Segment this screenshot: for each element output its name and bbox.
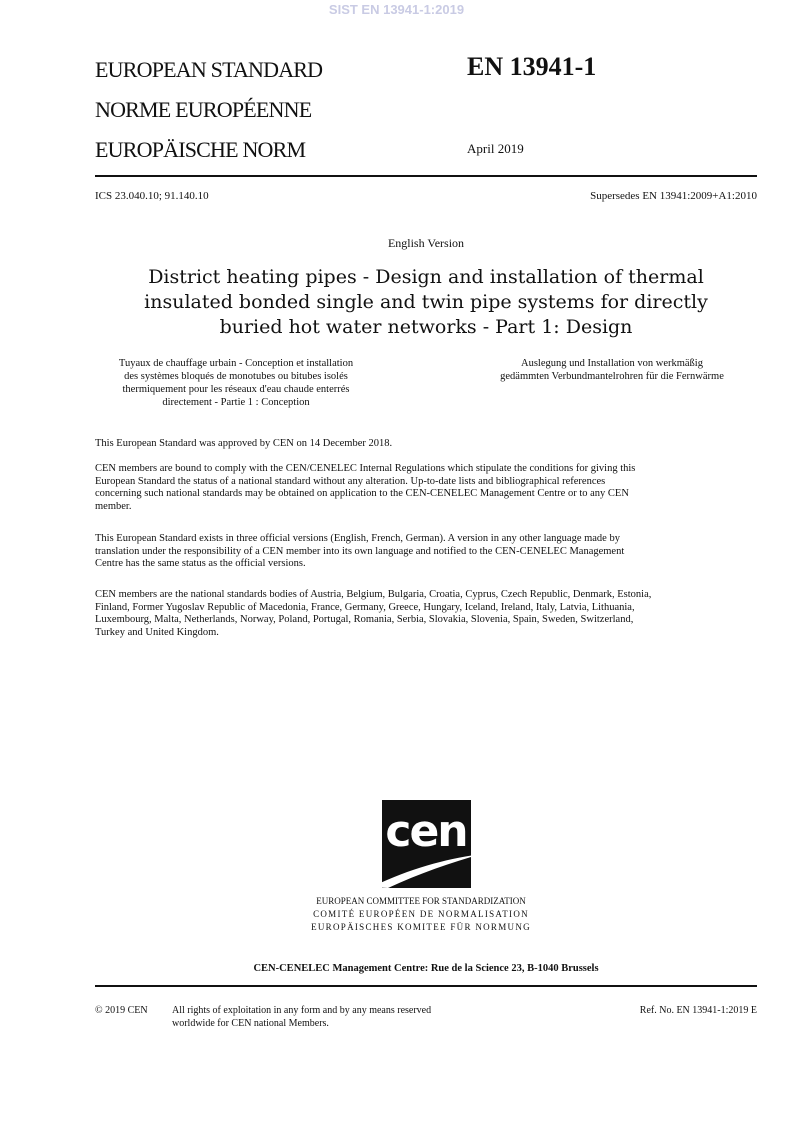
rights-line: All rights of exploitation in any form and by any means reserved — [172, 1005, 432, 1016]
paragraph-line: translation under the responsibility of a CEN member into its own language and notified to the CEN-CENELEC Management — [95, 545, 625, 557]
committee-name-german: EUROPÄISCHES KOMITEE FÜR NORMUNG — [311, 922, 531, 932]
rights-notice — [172, 1004, 431, 1030]
german-title-line: gedämmten Verbundmantelrohren für die Fernwärme — [500, 371, 724, 382]
german-title — [462, 357, 762, 383]
title-line: buried hot water networks - Part 1: Design — [219, 316, 633, 338]
copyright-notice: © 2019 CEN — [95, 1005, 148, 1016]
paragraph-line: concerning such national standards may be obtained on application to the CEN-CENELEC Management Centre or to any CEN — [95, 488, 629, 499]
standard-name-german: EUROPÄISCHE NORM — [95, 137, 306, 162]
french-title-line: directement - Partie 1 : Conception — [162, 397, 310, 408]
paragraph-line: European Standard the status of a national standard without any alteration. Up-to-date lists and bibliographical references — [95, 475, 606, 487]
paragraph-line: Finland, Former Yugoslav Republic of Macedonia, France, Germany, Greece, Hungary, Iceland, Ireland, Italy, Latvia, Lithuania, — [95, 601, 635, 613]
committee-names — [240, 895, 602, 934]
versions-paragraph — [95, 533, 759, 571]
german-title-line: Auslegung und Installation von werkmäßig — [521, 358, 703, 369]
french-title-line: thermiquement pour les réseaux d'eau chaude enterrés — [122, 384, 350, 395]
french-title-line: Tuyaux de chauffage urbain - Conception et installation — [118, 358, 354, 369]
title-line: District heating pipes - Design and installation of thermal — [148, 266, 704, 288]
paragraph-line: CEN members are bound to comply with the CEN/CENELEC Internal Regulations which stipulate the conditions for giving this — [95, 463, 636, 474]
french-title-line: des systèmes bloqués de monotubes ou bitubes isolés — [124, 371, 348, 382]
header-divider — [95, 175, 757, 177]
publication-date: April 2019 — [467, 141, 524, 156]
standard-number: EN 13941-1 — [467, 52, 597, 81]
paragraph-line: Turkey and United Kingdom. — [95, 626, 219, 638]
paragraph-line: member. — [95, 500, 132, 512]
management-centre-address: CEN-CENELEC Management Centre: Rue de la Science 23, B-1040 Brussels — [253, 963, 599, 974]
rights-line: worldwide for CEN national Members. — [172, 1018, 329, 1029]
cen-logo-icon — [370, 800, 485, 890]
standard-name-french: NORME EUROPÉENNE — [95, 97, 312, 122]
paragraph-line: Centre has the same status as the official versions. — [95, 558, 306, 569]
standard-name-english: EUROPEAN STANDARD — [95, 57, 323, 82]
supersedes-note: Supersedes EN 13941:2009+A1:2010 — [590, 190, 757, 202]
ics-code: ICS 23.040.10; 91.140.10 — [95, 190, 209, 202]
reference-number: Ref. No. EN 13941-1:2019 E — [639, 1005, 757, 1016]
approval-text: This European Standard was approved by CEN on 14 December 2018. — [95, 438, 393, 449]
footer-divider — [95, 985, 757, 987]
cen-logo-text: cen — [385, 806, 467, 857]
french-title — [86, 357, 386, 409]
paragraph-line: Luxembourg, Malta, Netherlands, Norway, Poland, Portugal, Romania, Serbia, Slovakia, Slovenia, Spain, Sweden, Switzerland, — [95, 614, 634, 625]
members-paragraph — [95, 589, 759, 639]
approval-paragraph — [95, 438, 759, 451]
version-label: English Version — [387, 236, 465, 250]
paragraph-line: This European Standard exists in three official versions (English, French, German). A version in any other language made by — [95, 533, 620, 544]
watermark: SIST EN 13941-1:2019 — [328, 2, 465, 17]
document-title — [130, 265, 722, 340]
cen-logo — [370, 800, 485, 890]
title-line: insulated bonded single and twin pipe systems for directly — [144, 291, 708, 313]
compliance-paragraph — [95, 463, 759, 513]
committee-name-french: COMITÉ EUROPÉEN DE NORMALISATION — [313, 909, 529, 919]
paragraph-line: CEN members are the national standards bodies of Austria, Belgium, Bulgaria, Croatia, Cyprus, Czech Republic, Denmark, Estonia, — [95, 589, 652, 600]
committee-name-english: EUROPEAN COMMITTEE FOR STANDARDIZATION — [316, 896, 526, 906]
